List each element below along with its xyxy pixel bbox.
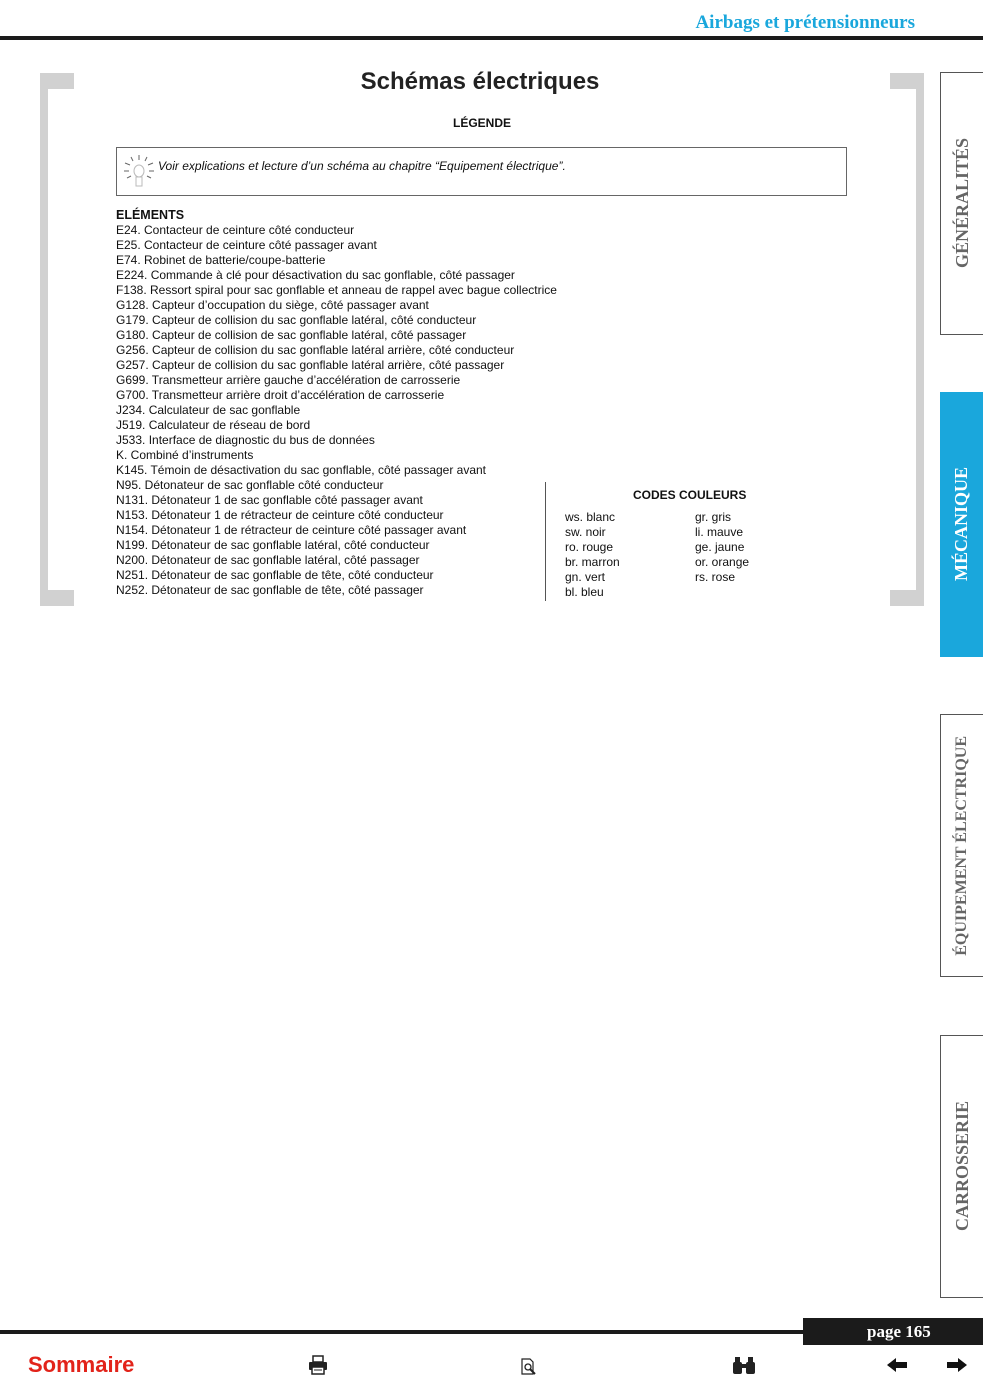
element-item: E24. Contacteur de ceinture côté conducteur: [116, 223, 355, 237]
arrow-left-icon[interactable]: [886, 1357, 908, 1373]
tab-equipement-label: ÉQUIPEMENT ÉLECTRIQUE: [953, 735, 970, 956]
binoculars-icon[interactable]: [732, 1356, 756, 1376]
element-item: F138. Ressort spiral pour sac gonflable et anneau de rappel avec bague collectrice: [116, 283, 557, 297]
sommaire-link[interactable]: Sommaire: [28, 1352, 135, 1377]
element-item: G699. Transmetteur arrière gauche d’accélération de carrosserie: [116, 373, 461, 387]
element-item: E74. Robinet de batterie/coupe-batterie: [116, 253, 326, 267]
color-code: ge. jaune: [695, 540, 745, 554]
element-item: J519. Calculateur de réseau de bord: [116, 418, 311, 432]
note-text: Voir explications et lecture d’un schéma au chapitre “Equipement électrique”.: [158, 159, 566, 173]
element-item: N153. Détonateur 1 de rétracteur de ceinture côté conducteur: [116, 508, 444, 522]
tab-generalites[interactable]: [940, 72, 983, 335]
tab-generalites-label: GÉNÉRALITÉS: [951, 138, 972, 269]
color-codes-column-2: [695, 510, 749, 585]
tab-mecanique-label: MÉCANIQUE: [951, 467, 971, 582]
color-code: br. marron: [565, 555, 620, 569]
right-bracket-decoration: [890, 73, 924, 606]
element-item: N95. Détonateur de sac gonflable côté conducteur: [116, 478, 384, 492]
tab-carrosserie[interactable]: [940, 1035, 983, 1298]
element-item: N131. Détonateur 1 de sac gonflable côté passager avant: [116, 493, 423, 507]
page-number: page 165: [803, 1318, 983, 1345]
element-item: J533. Interface de diagnostic du bus de données: [116, 433, 375, 447]
color-code: ro. rouge: [565, 540, 614, 554]
left-bracket-decoration: [40, 73, 74, 606]
tab-carrosserie-label: CARROSSERIE: [951, 1101, 972, 1232]
header-rule: [0, 36, 983, 40]
element-item: K. Combiné d’instruments: [116, 448, 254, 462]
element-item: G257. Capteur de collision du sac gonflable latéral arrière, côté passager: [116, 358, 505, 372]
page-title: Schémas électriques: [360, 68, 600, 95]
color-code: bl. bleu: [565, 585, 604, 599]
tab-mecanique[interactable]: [940, 392, 983, 657]
elements-list: [116, 208, 557, 598]
color-code: rs. rose: [695, 570, 736, 584]
section-title: Airbags et prétensionneurs: [695, 12, 915, 33]
search-document-icon[interactable]: [520, 1358, 538, 1376]
element-item: N251. Détonateur de sac gonflable de tête, côté conducteur: [116, 568, 434, 582]
color-codes-column-1: [565, 510, 620, 600]
element-item: G700. Transmetteur arrière droit d’accélération de carrosserie: [116, 388, 445, 402]
codes-separator: [545, 482, 546, 601]
color-code: gn. vert: [565, 570, 606, 584]
arrow-right-icon[interactable]: [946, 1357, 968, 1373]
element-item: N199. Détonateur de sac gonflable latéral, côté conducteur: [116, 538, 430, 552]
element-item: J234. Calculateur de sac gonflable: [116, 403, 301, 417]
color-code: or. orange: [695, 555, 750, 569]
legend-title: LÉGENDE: [452, 116, 511, 130]
tab-equipement-electrique[interactable]: [940, 714, 983, 977]
element-item: G256. Capteur de collision du sac gonflable latéral arrière, côté conducteur: [116, 343, 515, 357]
element-item: E25. Contacteur de ceinture côté passager avant: [116, 238, 377, 252]
element-item: G180. Capteur de collision de sac gonflable latéral, côté passager: [116, 328, 467, 342]
element-item: N154. Détonateur 1 de rétracteur de ceinture côté passager avant: [116, 523, 467, 537]
element-item: G128. Capteur d’occupation du siège, côté passager avant: [116, 298, 429, 312]
element-item: N252. Détonateur de sac gonflable de tête, côté passager: [116, 583, 424, 597]
lightbulb-icon: [122, 153, 156, 189]
color-code: sw. noir: [565, 525, 606, 539]
color-code: li. mauve: [695, 525, 744, 539]
printer-icon[interactable]: [307, 1355, 329, 1375]
color-code: ws. blanc: [565, 510, 616, 524]
color-code: gr. gris: [695, 510, 732, 524]
note-box: [116, 147, 847, 196]
element-item: G179. Capteur de collision du sac gonflable latéral, côté conducteur: [116, 313, 477, 327]
element-item: K145. Témoin de désactivation du sac gonflable, côté passager avant: [116, 463, 487, 477]
elements-heading: ELÉMENTS: [116, 208, 185, 222]
color-codes-title: CODES COULEURS: [633, 488, 747, 502]
element-item: N200. Détonateur de sac gonflable latéral, côté passager: [116, 553, 420, 567]
element-item: E224. Commande à clé pour désactivation du sac gonflable, côté passager: [116, 268, 515, 282]
